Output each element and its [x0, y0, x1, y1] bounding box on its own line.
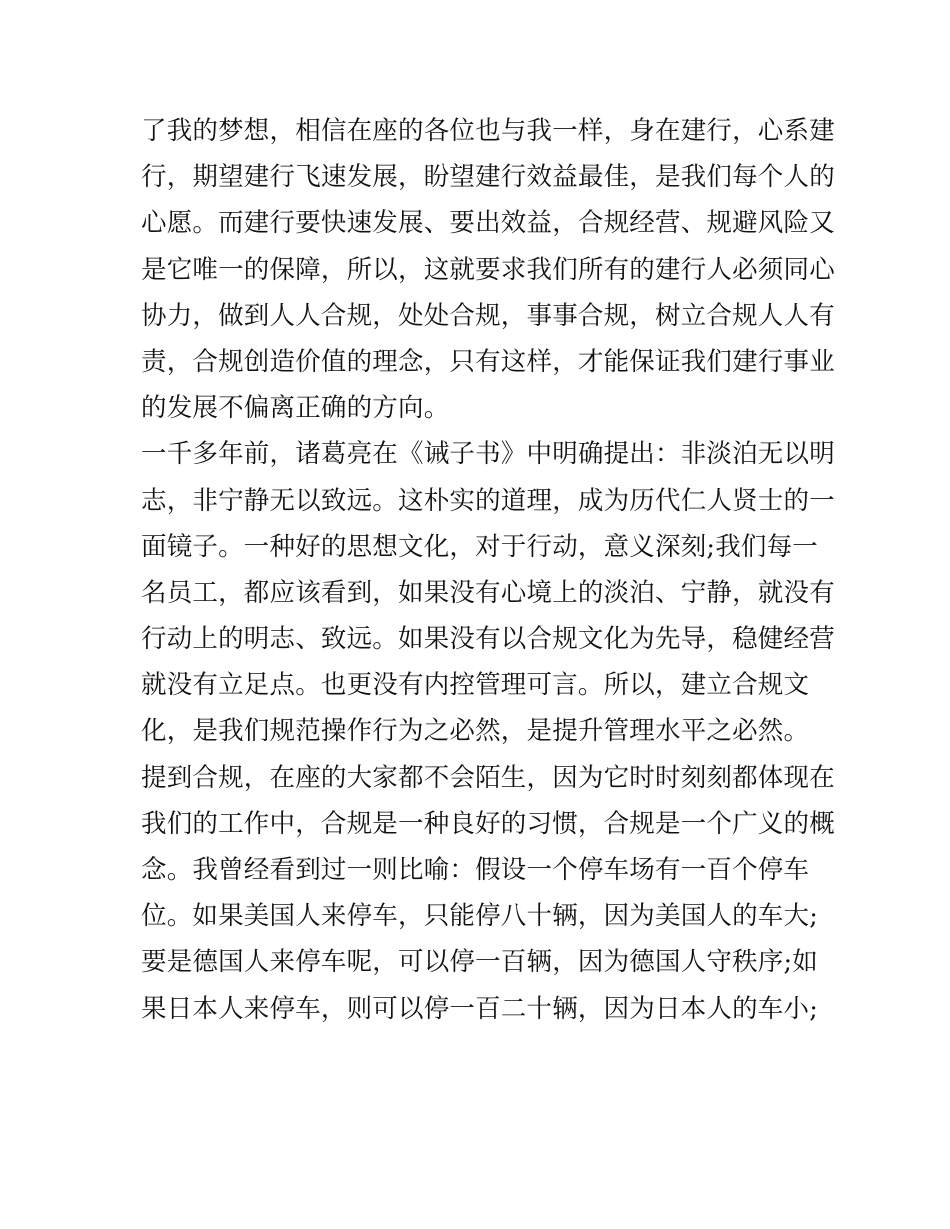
text-line: 责，合规创造价值的理念，只有这样，才能保证我们建行事业	[141, 346, 835, 377]
paragraph-2	[141, 431, 835, 754]
text-line: 化，是我们规范操作行为之必然，是提升管理水平之必然。	[141, 716, 810, 747]
text-line: 我们的工作中，合规是一种良好的习惯，合规是一个广义的概	[141, 808, 835, 839]
text-line: 位。如果美国人来停车，只能停八十辆，因为美国人的车大;	[141, 901, 818, 932]
text-line: 行动上的明志、致远。如果没有以合规文化为先导，稳健经营	[141, 624, 835, 655]
text-line: 协力，做到人人合规，处处合规，事事合规，树立合规人人有	[141, 300, 835, 331]
text-line: 心愿。而建行要快速发展、要出效益，合规经营、规避风险又	[141, 208, 835, 239]
text-line: 是它唯一的保障，所以，这就要求我们所有的建行人必须同心	[141, 254, 835, 285]
text-line: 了我的梦想，相信在座的各位也与我一样，身在建行，心系建	[141, 116, 835, 146]
text-line: 要是德国人来停车呢，可以停一百辆，因为德国人守秩序;如	[141, 947, 818, 978]
text-line: 行，期望建行飞速发展，盼望建行效益最佳，是我们每个人的	[141, 162, 835, 193]
text-line: 果日本人来停车，则可以停一百二十辆，因为日本人的车小;	[141, 993, 818, 1024]
text-line: 念。我曾经看到过一则比喻：假设一个停车场有一百个停车	[141, 855, 810, 885]
text-line: 一千多年前，诸葛亮在《诫子书》中明确提出：非淡泊无以明	[141, 439, 835, 470]
document-body	[141, 108, 835, 1032]
text-line: 就没有立足点。也更没有内控管理可言。所以，建立合规文	[141, 670, 810, 701]
paragraph-1	[141, 108, 835, 431]
text-line: 面镜子。一种好的思想文化，对于行动，意义深刻;我们每一	[141, 531, 818, 562]
text-line: 志，非宁静无以致远。这朴实的道理，成为历代仁人贤士的一	[141, 485, 835, 516]
text-line: 提到合规，在座的大家都不会陌生，因为它时时刻刻都体现在	[141, 762, 835, 793]
text-line: 名员工，都应该看到，如果没有心境上的淡泊、宁静，就没有	[141, 577, 835, 608]
paragraph-3	[141, 755, 835, 1032]
text-line: 的发展不偏离正确的方向。	[141, 393, 450, 424]
